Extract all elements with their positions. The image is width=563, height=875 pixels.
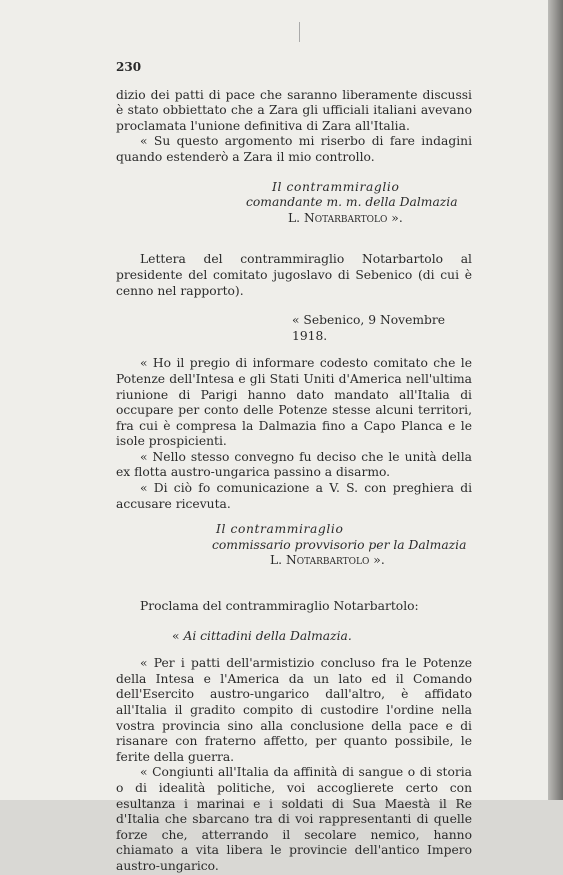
paragraph-5: « Di ciò fo comunicazione a V. S. con preghiera di accusare ricevuta. (116, 481, 472, 511)
paragraph-3: « Ho il pregio di informare codesto comitato che le Potenze dell'Intesa e gli Stati Uniti d'America nell'ultima riunione di Parigi hanno dato mandato all'Italia di occupare per conto delle Potenze stesse alcuni territori, fra cui è compresa la Dalmazia fino a Capo Planca e le isole prospicienti. (116, 356, 472, 449)
paragraph-2: « Su questo argomento mi riserbo di fare indagini quando estenderò a Zara il mio controllo. (116, 134, 472, 164)
paragraph-6: « Per i patti dell'armistizio concluso fra le Potenze della Intesa e l'America da un lato ed il Comando dell'Esercito austro-ungarico dall'altro, è affidato all'Italia il gradito compito di custodire l'ordine nella vostra provincia sino alla conclusione della pace e di risanare con fraterno affetto, per quanto possibile, le ferite della guerra. (116, 656, 472, 764)
signature-1-close: ». (387, 210, 403, 225)
page-edge-shadow (548, 0, 563, 800)
signature-2-name (270, 553, 472, 569)
page-text (116, 60, 472, 875)
signature-1-role: comandante m. m. della Dalmazia (246, 195, 458, 210)
paragraph-1: dizio dei patti di pace che saranno liberamente discussi è stato obbiettato che a Zara gli ufficiali italiani avevano proclamata l'unione definitiva di Zara all'Italia. (116, 87, 472, 133)
signature-2-surname: Notarbartolo (285, 553, 370, 568)
signature-2-role: commissario provvisorio per la Dalmazia (212, 537, 467, 552)
signature-1-title: Il contrammiraglio (272, 179, 400, 194)
paragraph-4: « Nello stesso convegno fu deciso che le unità della ex flotta austro-ungarica passino a disarmo. (116, 449, 472, 480)
signature-1-initial: L. (288, 210, 304, 225)
salutation-text: Ai cittadini della Dalmazia. (183, 628, 352, 643)
letter-heading: Lettera del contrammiraglio Notarbartolo al presidente del comitato jugoslavo di Sebenico (di cui è cenno nel rapporto). (116, 252, 472, 298)
signature-2-close: ». (369, 553, 385, 568)
proclama-heading: Proclama del contrammiraglio Notarbartolo: (140, 599, 419, 614)
signature-1-surname: Notarbartolo (303, 210, 388, 225)
signature-2-title: Il contrammiraglio (216, 522, 344, 537)
proclama-salutation (116, 629, 472, 645)
signature-2-initial: L. (270, 553, 286, 568)
signature-1-name (288, 211, 472, 227)
salutation-quote: « (172, 628, 184, 643)
paragraph-7: « Congiunti all'Italia da affinità di sangue o di storia o di idealità politiche, voi accoglierete certo con esultanza i marinai e i soldati di Sua Maestà il Re d'Italia che sbarcano tra di voi rappresentanti di quelle forze che, atterrando il secolare nemico, hanno chiamato a vita libera le provincie dell'antico Impero austro-ungarico. (116, 765, 472, 873)
page-number: 230 (116, 60, 142, 74)
pencil-mark (299, 22, 300, 42)
letter-date: « Sebenico, 9 Novembre 1918. (292, 313, 446, 343)
